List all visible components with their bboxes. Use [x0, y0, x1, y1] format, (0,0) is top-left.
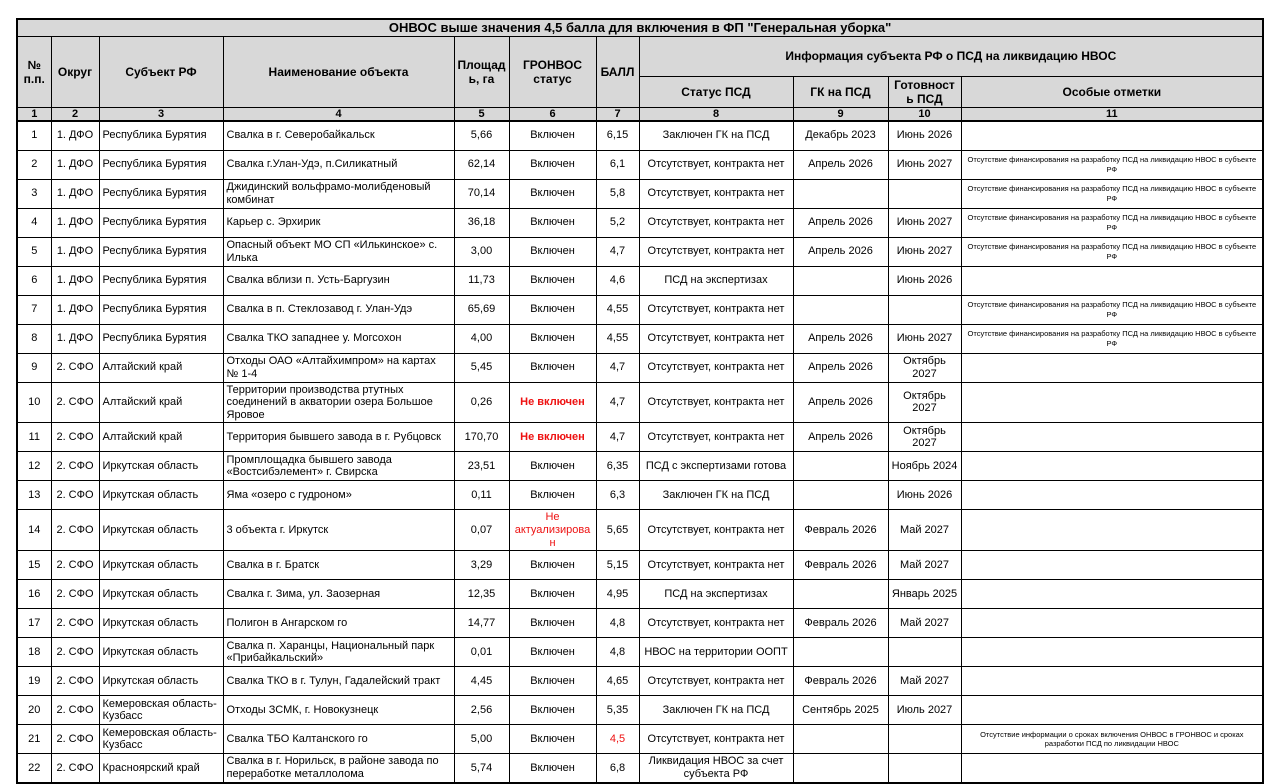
cell-num: 18	[17, 638, 51, 667]
table-row	[17, 121, 1263, 150]
cell-notes: Отсутствие финансирования на разработку ПСД на ликвидацию НВОС в субъекте РФ	[961, 179, 1263, 208]
cell-okrug: 2. СФО	[51, 452, 99, 481]
cell-gronvos-status: Включен	[509, 481, 596, 510]
cell-area: 12,35	[454, 580, 509, 609]
cell-psd-status: Отсутствует, контракта нет	[639, 353, 793, 382]
cell-gronvos-status: Включен	[509, 452, 596, 481]
cell-subject: Республика Бурятия	[99, 266, 223, 295]
cell-notes: Отсутствие финансирования на разработку ПСД на ликвидацию НВОС в субъекте РФ	[961, 324, 1263, 353]
table-row	[17, 551, 1263, 580]
cell-num: 5	[17, 237, 51, 266]
cell-ready-date: Июнь 2027	[888, 237, 961, 266]
cell-area: 14,77	[454, 609, 509, 638]
cell-gk-date: Апрель 2026	[793, 208, 888, 237]
cell-psd-status: Отсутствует, контракта нет	[639, 609, 793, 638]
cell-gronvos-status: Включен	[509, 237, 596, 266]
cell-gk-date: Сентябрь 2025	[793, 696, 888, 725]
cell-object-name: Территория бывшего завода в г. Рубцовск	[223, 423, 454, 452]
cell-notes: Отсутствие информации о сроках включения ОНВОС в ГРОНВОС и сроках разработки ПСД по ликвидации НВОС	[961, 725, 1263, 754]
col-header-area: Площадь, га	[454, 36, 509, 107]
cell-num: 16	[17, 580, 51, 609]
cell-notes	[961, 580, 1263, 609]
col-header-gronvos-status: ГРОНВОС статус	[509, 36, 596, 107]
cell-subject: Республика Бурятия	[99, 324, 223, 353]
cell-area: 36,18	[454, 208, 509, 237]
cell-object-name: Свалка в п. Стеклозавод г. Улан-Удэ	[223, 295, 454, 324]
cell-ready-date	[888, 725, 961, 754]
cell-object-name: Джидинский вольфрамо-молибденовый комбинат	[223, 179, 454, 208]
cell-object-name: Отходы ЗСМК, г. Новокузнецк	[223, 696, 454, 725]
cell-num: 22	[17, 754, 51, 783]
cell-psd-status: ПСД на экспертизах	[639, 266, 793, 295]
cell-ready-date: Май 2027	[888, 609, 961, 638]
cell-gk-date: Февраль 2026	[793, 609, 888, 638]
cell-gronvos-status: Включен	[509, 638, 596, 667]
cell-gk-date	[793, 295, 888, 324]
cell-object-name: Промплощадка бывшего завода «Востсибэлемент» г. Свирска	[223, 452, 454, 481]
cell-area: 0,07	[454, 510, 509, 551]
cell-ready-date: Октябрь 2027	[888, 353, 961, 382]
cell-subject: Алтайский край	[99, 423, 223, 452]
cell-object-name: Свалка г.Улан-Удэ, п.Силикатный	[223, 150, 454, 179]
cell-score: 5,8	[596, 179, 639, 208]
cell-num: 6	[17, 266, 51, 295]
column-number-9: 9	[793, 107, 888, 121]
cell-area: 3,29	[454, 551, 509, 580]
cell-okrug: 2. СФО	[51, 423, 99, 452]
cell-gronvos-status: Включен	[509, 121, 596, 150]
cell-score: 4,5	[596, 725, 639, 754]
cell-psd-status: Отсутствует, контракта нет	[639, 179, 793, 208]
cell-area: 70,14	[454, 179, 509, 208]
cell-ready-date: Май 2027	[888, 510, 961, 551]
cell-gk-date	[793, 754, 888, 783]
table-row	[17, 237, 1263, 266]
cell-gk-date: Апрель 2026	[793, 150, 888, 179]
cell-ready-date: Январь 2025	[888, 580, 961, 609]
cell-okrug: 1. ДФО	[51, 208, 99, 237]
cell-subject: Республика Бурятия	[99, 179, 223, 208]
cell-notes	[961, 696, 1263, 725]
cell-psd-status: Отсутствует, контракта нет	[639, 510, 793, 551]
cell-gronvos-status: Включен	[509, 551, 596, 580]
cell-notes	[961, 667, 1263, 696]
table-row	[17, 452, 1263, 481]
col-header-psd-status: Статус ПСД	[639, 76, 793, 107]
cell-gronvos-status: Включен	[509, 179, 596, 208]
cell-gronvos-status: Не включен	[509, 423, 596, 452]
cell-gronvos-status: Включен	[509, 754, 596, 783]
cell-notes	[961, 609, 1263, 638]
cell-num: 11	[17, 423, 51, 452]
cell-area: 3,00	[454, 237, 509, 266]
cell-okrug: 1. ДФО	[51, 150, 99, 179]
cell-object-name: Свалка г. Зима, ул. Заозерная	[223, 580, 454, 609]
cell-notes: Отсутствие финансирования на разработку ПСД на ликвидацию НВОС в субъекте РФ	[961, 150, 1263, 179]
cell-subject: Иркутская область	[99, 638, 223, 667]
cell-object-name: Свалка вблизи п. Усть-Баргузин	[223, 266, 454, 295]
cell-object-name: Свалка в г. Братск	[223, 551, 454, 580]
cell-okrug: 1. ДФО	[51, 179, 99, 208]
onvos-table	[16, 18, 1264, 784]
cell-ready-date: Октябрь 2027	[888, 423, 961, 452]
cell-subject: Иркутская область	[99, 481, 223, 510]
cell-subject: Красноярский край	[99, 754, 223, 783]
cell-okrug: 1. ДФО	[51, 237, 99, 266]
cell-score: 4,55	[596, 295, 639, 324]
cell-ready-date	[888, 754, 961, 783]
title-row	[17, 19, 1263, 36]
column-number-6: 6	[509, 107, 596, 121]
cell-area: 23,51	[454, 452, 509, 481]
cell-score: 4,6	[596, 266, 639, 295]
table-row	[17, 609, 1263, 638]
cell-object-name: 3 объекта г. Иркутск	[223, 510, 454, 551]
table-row	[17, 754, 1263, 783]
cell-psd-status: Отсутствует, контракта нет	[639, 551, 793, 580]
cell-object-name: Отходы ОАО «Алтайхимпром» на картах № 1-4	[223, 353, 454, 382]
cell-gk-date: Апрель 2026	[793, 353, 888, 382]
col-header-okrug: Округ	[51, 36, 99, 107]
table-row	[17, 481, 1263, 510]
cell-gk-date	[793, 452, 888, 481]
table-row	[17, 638, 1263, 667]
cell-gk-date: Декабрь 2023	[793, 121, 888, 150]
cell-psd-status: Отсутствует, контракта нет	[639, 208, 793, 237]
column-number-7: 7	[596, 107, 639, 121]
table-row	[17, 696, 1263, 725]
column-number-2: 2	[51, 107, 99, 121]
col-header-ready: Готовность ПСД	[888, 76, 961, 107]
cell-subject: Республика Бурятия	[99, 150, 223, 179]
cell-okrug: 2. СФО	[51, 609, 99, 638]
cell-area: 2,56	[454, 696, 509, 725]
cell-area: 0,01	[454, 638, 509, 667]
cell-notes	[961, 510, 1263, 551]
cell-ready-date: Май 2027	[888, 667, 961, 696]
cell-score: 4,55	[596, 324, 639, 353]
cell-num: 21	[17, 725, 51, 754]
cell-gk-date	[793, 638, 888, 667]
cell-subject: Алтайский край	[99, 353, 223, 382]
cell-okrug: 1. ДФО	[51, 295, 99, 324]
header-row-main	[17, 36, 1263, 76]
cell-score: 4,95	[596, 580, 639, 609]
cell-num: 8	[17, 324, 51, 353]
cell-psd-status: Заключен ГК на ПСД	[639, 481, 793, 510]
cell-num: 9	[17, 353, 51, 382]
cell-score: 6,35	[596, 452, 639, 481]
cell-num: 3	[17, 179, 51, 208]
cell-gronvos-status: Включен	[509, 266, 596, 295]
cell-object-name: Полигон в Ангарском го	[223, 609, 454, 638]
cell-notes	[961, 638, 1263, 667]
cell-gronvos-status: Включен	[509, 353, 596, 382]
cell-gronvos-status: Включен	[509, 696, 596, 725]
column-number-3: 3	[99, 107, 223, 121]
cell-ready-date: Июнь 2027	[888, 324, 961, 353]
cell-area: 11,73	[454, 266, 509, 295]
cell-gronvos-status: Включен	[509, 580, 596, 609]
cell-score: 4,8	[596, 609, 639, 638]
cell-gronvos-status: Включен	[509, 324, 596, 353]
cell-num: 7	[17, 295, 51, 324]
table-row	[17, 725, 1263, 754]
table-row	[17, 382, 1263, 423]
cell-area: 170,70	[454, 423, 509, 452]
column-number-5: 5	[454, 107, 509, 121]
cell-psd-status: Отсутствует, контракта нет	[639, 150, 793, 179]
col-header-gk: ГК на ПСД	[793, 76, 888, 107]
table-row	[17, 266, 1263, 295]
cell-psd-status: Отсутствует, контракта нет	[639, 667, 793, 696]
cell-notes	[961, 121, 1263, 150]
column-number-11: 11	[961, 107, 1263, 121]
col-header-num: № п.п.	[17, 36, 51, 107]
cell-object-name: Свалка в г. Северобайкальск	[223, 121, 454, 150]
cell-area: 0,11	[454, 481, 509, 510]
cell-score: 5,15	[596, 551, 639, 580]
cell-subject: Иркутская область	[99, 667, 223, 696]
table-row	[17, 179, 1263, 208]
cell-object-name: Свалка ТКО в г. Тулун, Гадалейский тракт	[223, 667, 454, 696]
cell-gronvos-status: Включен	[509, 295, 596, 324]
cell-notes	[961, 266, 1263, 295]
cell-psd-status: ПСД с экспертизами готова	[639, 452, 793, 481]
col-header-score: БАЛЛ	[596, 36, 639, 107]
table-row	[17, 353, 1263, 382]
col-group-psd-info: Информация субъекта РФ о ПСД на ликвидацию НВОС	[639, 36, 1263, 76]
cell-notes	[961, 481, 1263, 510]
cell-psd-status: НВОС на территории ООПТ	[639, 638, 793, 667]
cell-num: 12	[17, 452, 51, 481]
cell-ready-date	[888, 638, 961, 667]
cell-gk-date	[793, 580, 888, 609]
table-row	[17, 510, 1263, 551]
cell-area: 5,74	[454, 754, 509, 783]
cell-gk-date: Апрель 2026	[793, 324, 888, 353]
cell-okrug: 2. СФО	[51, 510, 99, 551]
cell-okrug: 2. СФО	[51, 382, 99, 423]
cell-num: 4	[17, 208, 51, 237]
cell-gk-date: Февраль 2026	[793, 667, 888, 696]
cell-score: 6,3	[596, 481, 639, 510]
cell-area: 4,45	[454, 667, 509, 696]
cell-num: 10	[17, 382, 51, 423]
cell-ready-date: Июнь 2026	[888, 481, 961, 510]
column-number-4: 4	[223, 107, 454, 121]
cell-psd-status: Ликвидация НВОС за счет субъекта РФ	[639, 754, 793, 783]
cell-score: 5,35	[596, 696, 639, 725]
cell-score: 4,7	[596, 382, 639, 423]
cell-gronvos-status: Включен	[509, 150, 596, 179]
cell-okrug: 2. СФО	[51, 580, 99, 609]
cell-ready-date: Май 2027	[888, 551, 961, 580]
cell-num: 2	[17, 150, 51, 179]
cell-psd-status: Отсутствует, контракта нет	[639, 237, 793, 266]
cell-score: 6,15	[596, 121, 639, 150]
cell-ready-date: Июнь 2026	[888, 121, 961, 150]
table-row	[17, 324, 1263, 353]
cell-psd-status: Отсутствует, контракта нет	[639, 423, 793, 452]
cell-gk-date	[793, 481, 888, 510]
cell-okrug: 2. СФО	[51, 551, 99, 580]
cell-gronvos-status: Не актуализирован	[509, 510, 596, 551]
cell-okrug: 2. СФО	[51, 667, 99, 696]
col-header-notes: Особые отметки	[961, 76, 1263, 107]
cell-gronvos-status: Не включен	[509, 382, 596, 423]
cell-gronvos-status: Включен	[509, 208, 596, 237]
cell-psd-status: Отсутствует, контракта нет	[639, 295, 793, 324]
cell-gk-date: Апрель 2026	[793, 423, 888, 452]
cell-score: 4,65	[596, 667, 639, 696]
cell-subject: Кемеровская область-Кузбасс	[99, 725, 223, 754]
cell-notes: Отсутствие финансирования на разработку ПСД на ликвидацию НВОС в субъекте РФ	[961, 237, 1263, 266]
cell-okrug: 2. СФО	[51, 481, 99, 510]
cell-okrug: 1. ДФО	[51, 324, 99, 353]
cell-subject: Иркутская область	[99, 609, 223, 638]
cell-score: 6,1	[596, 150, 639, 179]
cell-notes	[961, 452, 1263, 481]
cell-object-name: Территории производства ртутных соединений в акватории озера Большое Яровое	[223, 382, 454, 423]
cell-psd-status: Отсутствует, контракта нет	[639, 324, 793, 353]
cell-okrug: 2. СФО	[51, 638, 99, 667]
cell-ready-date: Ноябрь 2024	[888, 452, 961, 481]
cell-subject: Иркутская область	[99, 452, 223, 481]
cell-object-name: Карьер с. Эрхирик	[223, 208, 454, 237]
cell-notes	[961, 382, 1263, 423]
cell-num: 14	[17, 510, 51, 551]
cell-gk-date: Февраль 2026	[793, 510, 888, 551]
table-body	[17, 121, 1263, 783]
cell-score: 4,7	[596, 353, 639, 382]
table-row	[17, 667, 1263, 696]
cell-gk-date	[793, 725, 888, 754]
cell-score: 4,7	[596, 237, 639, 266]
cell-okrug: 2. СФО	[51, 696, 99, 725]
column-number-10: 10	[888, 107, 961, 121]
cell-object-name: Свалка п. Харанцы, Национальный парк «Прибайкальский»	[223, 638, 454, 667]
cell-okrug: 2. СФО	[51, 353, 99, 382]
cell-okrug: 1. ДФО	[51, 121, 99, 150]
cell-num: 17	[17, 609, 51, 638]
cell-num: 20	[17, 696, 51, 725]
cell-subject: Иркутская область	[99, 551, 223, 580]
cell-score: 4,7	[596, 423, 639, 452]
cell-score: 6,8	[596, 754, 639, 783]
cell-num: 19	[17, 667, 51, 696]
cell-gk-date	[793, 179, 888, 208]
cell-gk-date: Февраль 2026	[793, 551, 888, 580]
cell-area: 5,66	[454, 121, 509, 150]
cell-score: 4,8	[596, 638, 639, 667]
cell-psd-status: Отсутствует, контракта нет	[639, 382, 793, 423]
cell-subject: Иркутская область	[99, 510, 223, 551]
col-header-subject: Субъект РФ	[99, 36, 223, 107]
cell-area: 62,14	[454, 150, 509, 179]
cell-ready-date: Июнь 2027	[888, 150, 961, 179]
cell-okrug: 2. СФО	[51, 754, 99, 783]
cell-gk-date: Апрель 2026	[793, 382, 888, 423]
cell-okrug: 2. СФО	[51, 725, 99, 754]
cell-notes: Отсутствие финансирования на разработку ПСД на ликвидацию НВОС в субъекте РФ	[961, 208, 1263, 237]
column-number-1: 1	[17, 107, 51, 121]
cell-area: 5,00	[454, 725, 509, 754]
cell-num: 15	[17, 551, 51, 580]
table-row	[17, 423, 1263, 452]
cell-score: 5,65	[596, 510, 639, 551]
cell-psd-status: Отсутствует, контракта нет	[639, 725, 793, 754]
table-row	[17, 580, 1263, 609]
table-row	[17, 295, 1263, 324]
column-number-8: 8	[639, 107, 793, 121]
cell-okrug: 1. ДФО	[51, 266, 99, 295]
cell-subject: Кемеровская область-Кузбасс	[99, 696, 223, 725]
cell-ready-date	[888, 179, 961, 208]
cell-gronvos-status: Включен	[509, 609, 596, 638]
cell-subject: Иркутская область	[99, 580, 223, 609]
cell-notes	[961, 754, 1263, 783]
col-header-object: Наименование объекта	[223, 36, 454, 107]
cell-ready-date: Июль 2027	[888, 696, 961, 725]
cell-gk-date	[793, 266, 888, 295]
cell-area: 0,26	[454, 382, 509, 423]
cell-ready-date: Июнь 2026	[888, 266, 961, 295]
cell-psd-status: Заключен ГК на ПСД	[639, 121, 793, 150]
cell-notes	[961, 551, 1263, 580]
cell-subject: Республика Бурятия	[99, 208, 223, 237]
cell-object-name: Опасный объект МО СП «Илькинское» с. Илька	[223, 237, 454, 266]
cell-object-name: Свалка в г. Норильск, в районе завода по переработке металлолома	[223, 754, 454, 783]
cell-ready-date: Июнь 2027	[888, 208, 961, 237]
cell-notes	[961, 423, 1263, 452]
cell-subject: Республика Бурятия	[99, 295, 223, 324]
table-title: ОНВОС выше значения 4,5 балла для включения в ФП "Генеральная уборка"	[17, 19, 1263, 36]
cell-ready-date: Октябрь 2027	[888, 382, 961, 423]
cell-gk-date: Апрель 2026	[793, 237, 888, 266]
cell-num: 13	[17, 481, 51, 510]
cell-notes	[961, 353, 1263, 382]
cell-object-name: Яма «озеро с гудроном»	[223, 481, 454, 510]
cell-num: 1	[17, 121, 51, 150]
table-row	[17, 150, 1263, 179]
cell-psd-status: ПСД на экспертизах	[639, 580, 793, 609]
cell-object-name: Свалка ТКО западнее у. Могсохон	[223, 324, 454, 353]
cell-notes: Отсутствие финансирования на разработку ПСД на ликвидацию НВОС в субъекте РФ	[961, 295, 1263, 324]
cell-object-name: Свалка ТБО Калтанского го	[223, 725, 454, 754]
cell-psd-status: Заключен ГК на ПСД	[639, 696, 793, 725]
column-number-row	[17, 107, 1263, 121]
cell-area: 5,45	[454, 353, 509, 382]
cell-subject: Алтайский край	[99, 382, 223, 423]
table-row	[17, 208, 1263, 237]
cell-gronvos-status: Включен	[509, 725, 596, 754]
cell-ready-date	[888, 295, 961, 324]
cell-subject: Республика Бурятия	[99, 121, 223, 150]
cell-subject: Республика Бурятия	[99, 237, 223, 266]
cell-gronvos-status: Включен	[509, 667, 596, 696]
cell-area: 65,69	[454, 295, 509, 324]
cell-area: 4,00	[454, 324, 509, 353]
cell-score: 5,2	[596, 208, 639, 237]
